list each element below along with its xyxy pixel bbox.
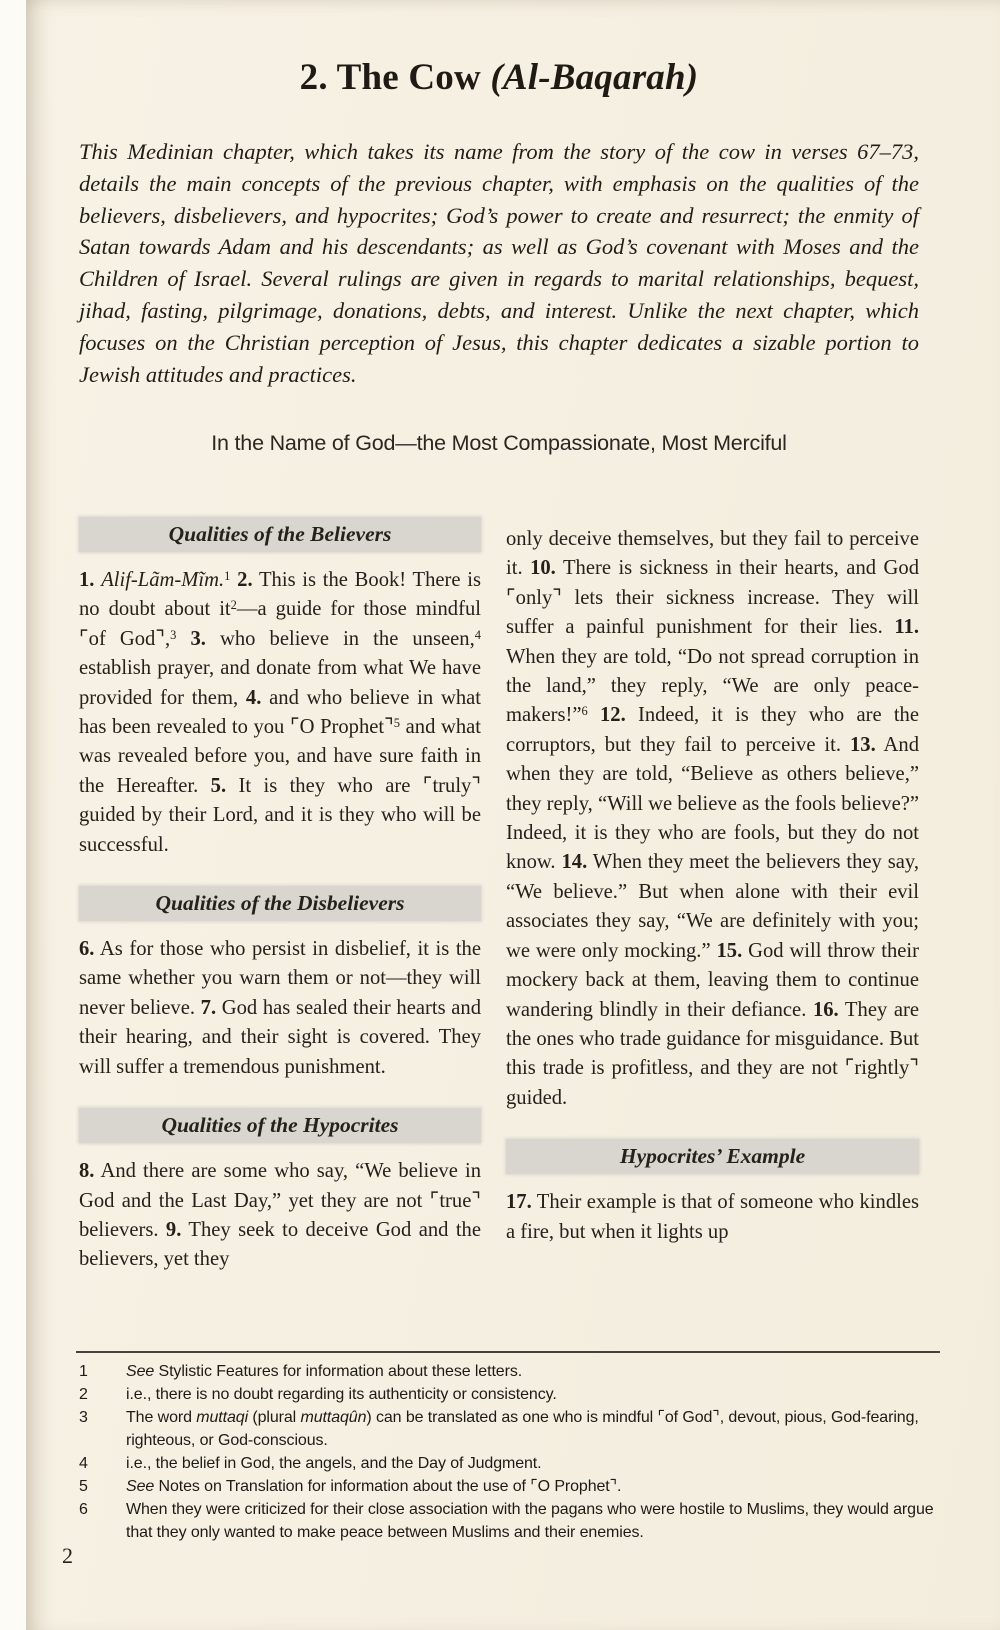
footnote [79, 1475, 941, 1498]
footnote-text: i.e., there is no doubt regarding its authenticity or consistency. [126, 1386, 557, 1403]
footnote-text: i.e., the belief in God, the angels, and the Day of Judgment. [126, 1455, 542, 1472]
footnote-marker: 2 [230, 598, 237, 613]
footnote-number: 5 [79, 1478, 88, 1495]
footnote-text: When they were criticized for their close association with the pagans who were hostile to Muslims, they would argue that they only wanted to make peace between Muslims and their enemies. [126, 1501, 934, 1541]
footnote-marker: 1 [224, 569, 231, 583]
footnote-number: 2 [79, 1386, 88, 1403]
right-column [506, 517, 919, 1275]
footnote-number: 4 [79, 1455, 88, 1472]
chapter-introduction: This Medinian chapter, which takes its name from the story of the cow in verses 67–73, details the main concepts of the previous chapter, with emphasis on the qualities of the believers, disbelievers, and hypocrites; God’s power to create and resurrect; the enmity of Satan towards Adam and his descendants; as well as God’s covenant with Moses and the Children of Israel. Several rulings are given in regards to marital relationships, bequest, jihad, fasting, pilgrimage, donations, debts, and interest. Unlike the next chapter, which focuses on the Christian perception of Jesus, this chapter dedicates a sizable portion to Jewish attitudes and practices. [79, 139, 919, 387]
footnote-number: 1 [79, 1363, 88, 1380]
basmalah-line: In the Name of God—the Most Compassionate, Most Merciful [211, 431, 787, 455]
footnote-text: See Notes on Translation for information about the use of ⌜O Prophet⌝. [126, 1478, 622, 1495]
section-heading: Hypocrites’ Example [506, 1139, 919, 1174]
footnote [79, 1360, 941, 1383]
chapter-title-main: 2. The Cow [299, 57, 491, 98]
footnote-text: See Stylistic Features for information about these letters. [126, 1363, 523, 1380]
footnote-marker: 5 [393, 716, 401, 731]
scan-page-edge [0, 0, 26, 1630]
footnote [79, 1452, 941, 1475]
footnote [79, 1383, 941, 1406]
two-column-body [79, 517, 919, 1275]
chapter-title-transliteration: (Al-Baqarah) [490, 57, 699, 98]
footnote-marker: 4 [474, 627, 481, 642]
section-heading: Qualities of the Disbelievers [79, 886, 481, 921]
section-heading: Qualities of the Believers [79, 517, 481, 552]
verse-paragraph: 6. As for those who persist in disbelief, it is the same whether you warn them or not—they will never believe. 7. God has sealed their hearts and their hearing, and their sight is covered. They will suffer a tremendous punishment. [79, 938, 481, 1078]
footnote-divider [76, 1351, 940, 1353]
verse-paragraph: 17. Their example is that of someone who kindles a fire, but when it lights up [506, 1191, 919, 1243]
page-number: 2 [62, 1543, 73, 1568]
footnote [79, 1406, 941, 1452]
verse-paragraph: 8. And there are some who say, “We believe in God and the Last Day,” yet they are not ⌜true⌝ believers. 9. They seek to deceive God and the believers, yet they [79, 1160, 481, 1271]
left-column [79, 517, 481, 1275]
section-heading: Qualities of the Hypocrites [79, 1108, 481, 1143]
verse-paragraph: only deceive themselves, but they fail to perceive it. 10. There is sickness in their hearts, and God ⌜only⌝ lets their sickness increase. They will suffer a painful punishment for their lies. 11. When they are told, “Do not spread corruption in the land,” they reply, “We are only peace-makers!”$^6$ 12. Indeed, it is they who are the corruptors, but they fail to perceive it. 13. And when they are told, “Believe as others believe,” they reply, “Will we believe as the fools believe?” Indeed, it is they who are fools, but they do not know. 14. When they meet the believers they say, “We believe.” But when alone with their evil associates they say, “We are definitely with you; we were only mocking.” 15. God will throw their mockery back at them, leaving them to continue wandering blindly in their defiance. 16. They are the ones who trade guidance for misguidance. But this trade is profitless, and they are not ⌜rightly⌝ guided. [506, 528, 919, 1109]
chapter-title [79, 56, 919, 99]
book-page [26, 0, 1000, 1630]
footnote-text: The word muttaqi (plural muttaqûn) can be translated as one who is mindful ⌜of God⌝, devout, pious, God-fearing, righteous, or God-conscious. [126, 1409, 919, 1449]
footnote-marker: 6 [581, 704, 588, 719]
footnotes-section [79, 1360, 941, 1544]
footnote [79, 1498, 941, 1544]
verse-paragraph: 1. Alif-Lãm-Mĩm.$^1$ 2. This is the Book! There is no doubt about $it^2—a$ guide for those mindful ⌜of God⌝,$^3$ 3. who believe in the unseen,$^4$ establish prayer, and donate from what We have provided for them, 4. and who believe in what has been revealed to you ⌜O Prophet⌝$^5$ and what was revealed before you, and have sure faith in the Hereafter. 5. It is they who are ⌜truly⌝ guided by their Lord, and it is they who will be successful. [79, 569, 482, 856]
footnote-number: 3 [79, 1409, 88, 1426]
footnote-number: 6 [79, 1501, 88, 1518]
footnote-marker: 3 [170, 627, 177, 642]
